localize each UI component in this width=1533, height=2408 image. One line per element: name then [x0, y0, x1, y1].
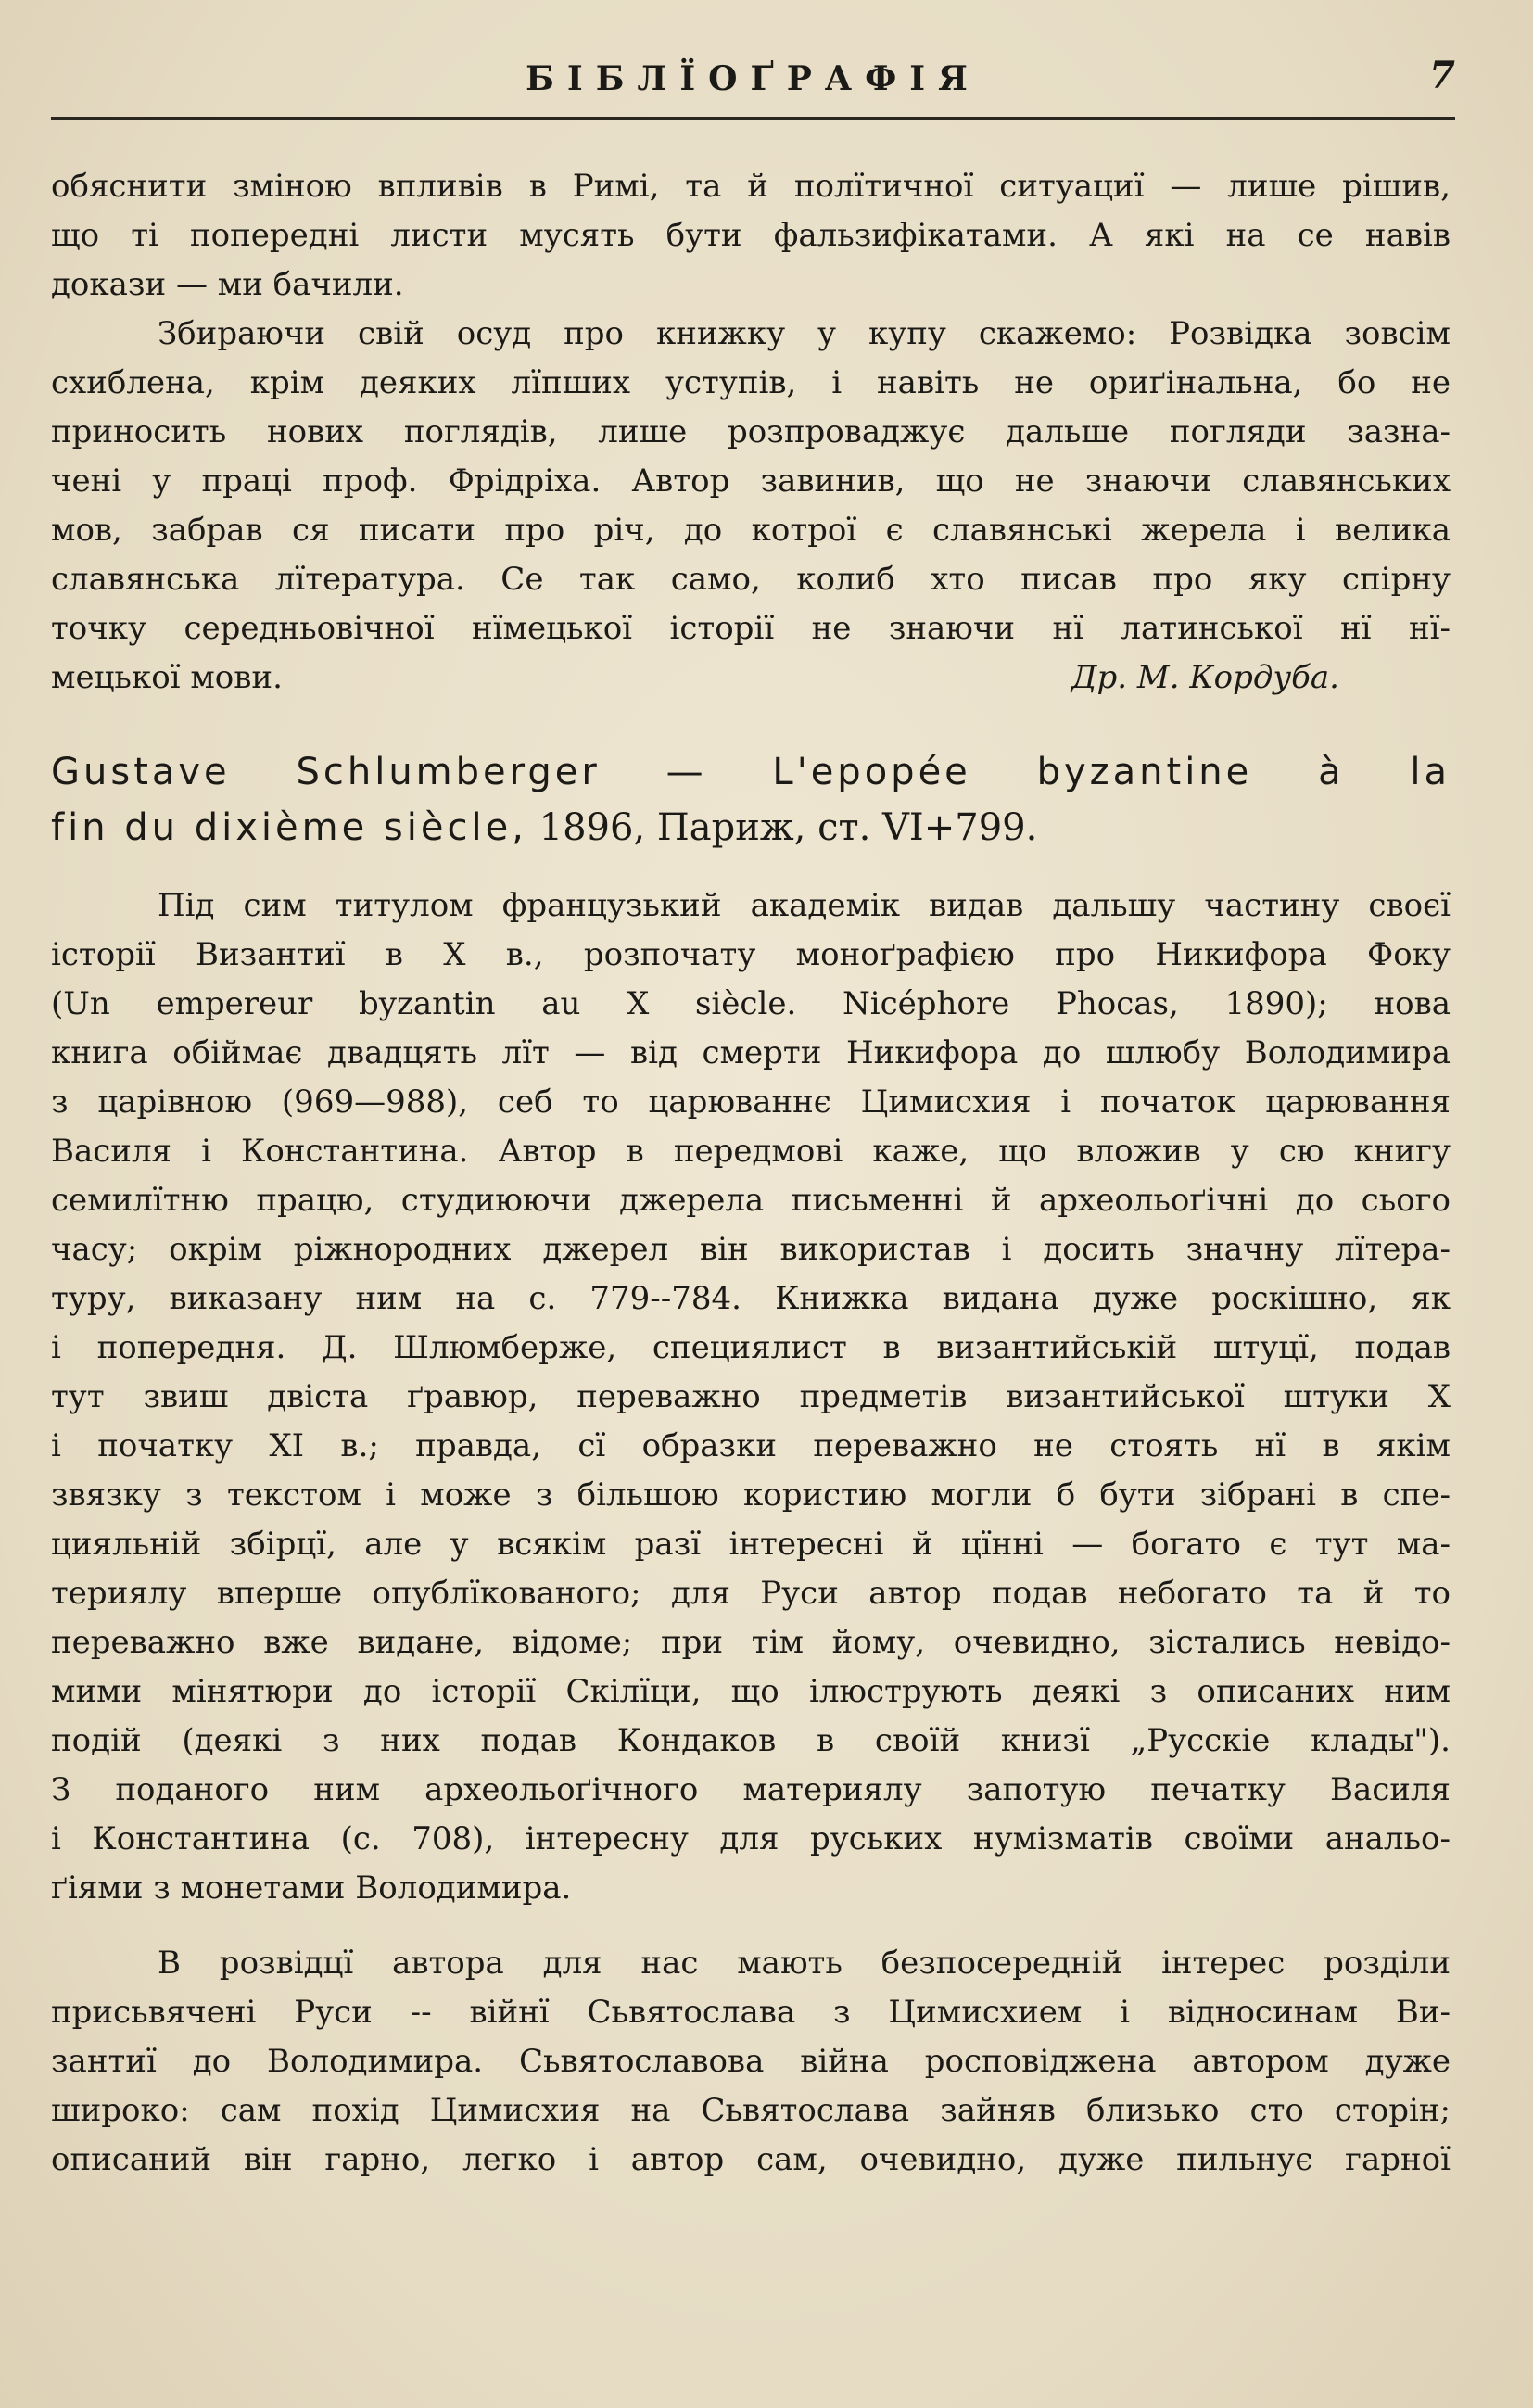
text-line: і Константина (с. 708), інтересну для руських нумізматів своїми анальо- — [51, 1820, 1451, 1857]
signature-line — [51, 653, 1451, 703]
section-gap — [51, 703, 1451, 744]
section-gap — [51, 855, 1451, 881]
text-line: тут звиш двіста ґравюр, переважно предметів византийської штуки X — [51, 1378, 1451, 1415]
text-line: Під сим титулом французький академік видав дальшу частину своєї — [158, 887, 1451, 924]
text-line-end: мецької мови. — [51, 659, 283, 696]
text-line: книга обіймає двадцять лїт — від смерти Никифора до шлюбу Володимира — [51, 1034, 1451, 1071]
title-publication-info: 1896, Париж, ст. VI+799. — [538, 806, 1038, 849]
page-number: 7 — [1429, 54, 1455, 97]
text-line: ґіями з монетами Володимира. — [51, 1869, 572, 1907]
author-signature: Др. М. Кордуба. — [1071, 659, 1339, 696]
text-line: цияльній збірцї, але у всякім разї інтересні й цїнні — богато є тут ма- — [51, 1526, 1451, 1563]
text-line: що ті попередні листи мусять бути фальзифікатами. А які на се навів — [51, 217, 1451, 254]
review-1-paragraph-2 — [51, 310, 1451, 703]
text-line: обяснити зміною впливів в Римі, та й полїтичної ситуациї — лише рішив, — [51, 168, 1451, 205]
title-line — [51, 800, 1451, 855]
text-line: описаний він гарно, легко і автор сам, очевидно, дуже пильнує гарної — [51, 2141, 1451, 2178]
text-line: схиблена, крім деяких лїпших уступів, і навіть не ориґінальна, бо не — [51, 364, 1451, 401]
text-line: чені у праці проф. Фрідріха. Автор завинив, що не знаючи славянських — [51, 463, 1451, 500]
title-line: Gustave Schlumberger — L'epopée byzantine à la — [51, 751, 1451, 793]
review-2-title — [51, 744, 1451, 855]
running-title: БІБЛЇОҐРАФІЯ — [526, 59, 981, 98]
text-line: зантиї до Володимира. Сьвятославова війна росповіджена автором дуже — [51, 2043, 1451, 2080]
text-line: Збираючи свій осуд про книжку у купу скажемо: Розвідка зовсім — [158, 315, 1451, 352]
text-line: точку середньовічної нїмецької історії не знаючи нї латинської нї нї- — [51, 610, 1451, 647]
text-line: і попередня. Д. Шлюмберже, специялист в византийській штуцї, подав — [51, 1329, 1451, 1366]
text-line: і початку XI в.; правда, сї образки переважно не стоять нї в якім — [51, 1427, 1451, 1464]
text-line: туру, виказану ним на с. 779--784. Книжка видана дуже роскішно, як — [51, 1280, 1451, 1317]
review-2-paragraph-2 — [51, 1939, 1451, 2185]
text-line: докази — ми бачили. — [51, 266, 404, 303]
text-line: подій (деякі з них подав Кондаков в своїй книзї „Русскіе клады"). — [51, 1722, 1451, 1759]
header-rule — [51, 117, 1455, 120]
text-line: часу; окрім ріжнородних джерел він використав і досить значну лїтера- — [51, 1231, 1451, 1268]
text-line: з царівною (969—988), себ то царюваннє Цимисхия і початок царювання — [51, 1084, 1451, 1121]
paragraph-gap — [51, 1913, 1451, 1939]
text-line: териялу вперше опублїкованого; для Руси автор подав небогато та й то — [51, 1575, 1451, 1612]
text-line: В розвідцї автора для нас мають безпосередній інтерес розділи — [158, 1945, 1451, 1982]
page-body — [51, 162, 1451, 2185]
page-header — [51, 54, 1455, 119]
text-line: семилїтню працю, студиюючи джерела письменні й археольоґічні до сього — [51, 1182, 1451, 1219]
title-latin-part: fin du dixième siècle, — [51, 806, 527, 849]
text-line: мими мінятюри до історії Скілїци, що ілюструють деякі з описаних ним — [51, 1673, 1451, 1710]
review-1-paragraph-1 — [51, 162, 1451, 310]
text-line: переважно вже видане, відоме; при тім йому, очевидно, зістались невідо- — [51, 1624, 1451, 1661]
text-line: приносить нових поглядів, лише розпроваджує дальше погляди зазна- — [51, 413, 1451, 450]
text-line: (Un empereur byzantin au X siècle. Nicéphore Phocas, 1890); нова — [51, 985, 1451, 1022]
text-line: широко: сам похід Цимисхия на Сьвятослава зайняв близько сто сторін; — [51, 2092, 1451, 2129]
text-line: присьвячені Руси -- війнї Сьвятослава з Цимисхием і відносинам Ви- — [51, 1994, 1451, 2031]
text-line: звязку з текстом і може з більшою користию могли б бути зібрані в спе- — [51, 1476, 1451, 1514]
text-line: Василя і Константина. Автор в передмові каже, що вложив у сю книгу — [51, 1133, 1451, 1170]
text-line: мов, забрав ся писати про річ, до котрої є славянські жерела і велика — [51, 512, 1451, 549]
text-line: славянська лїтература. Се так само, колиб хто писав про яку спірну — [51, 561, 1451, 598]
text-line: історії Византиї в X в., розпочату моноґрафією про Никифора Фоку — [51, 936, 1451, 973]
review-2-paragraph-1 — [51, 881, 1451, 1913]
text-line: З поданого ним археольоґічного материялу запотую печатку Василя — [51, 1771, 1451, 1808]
